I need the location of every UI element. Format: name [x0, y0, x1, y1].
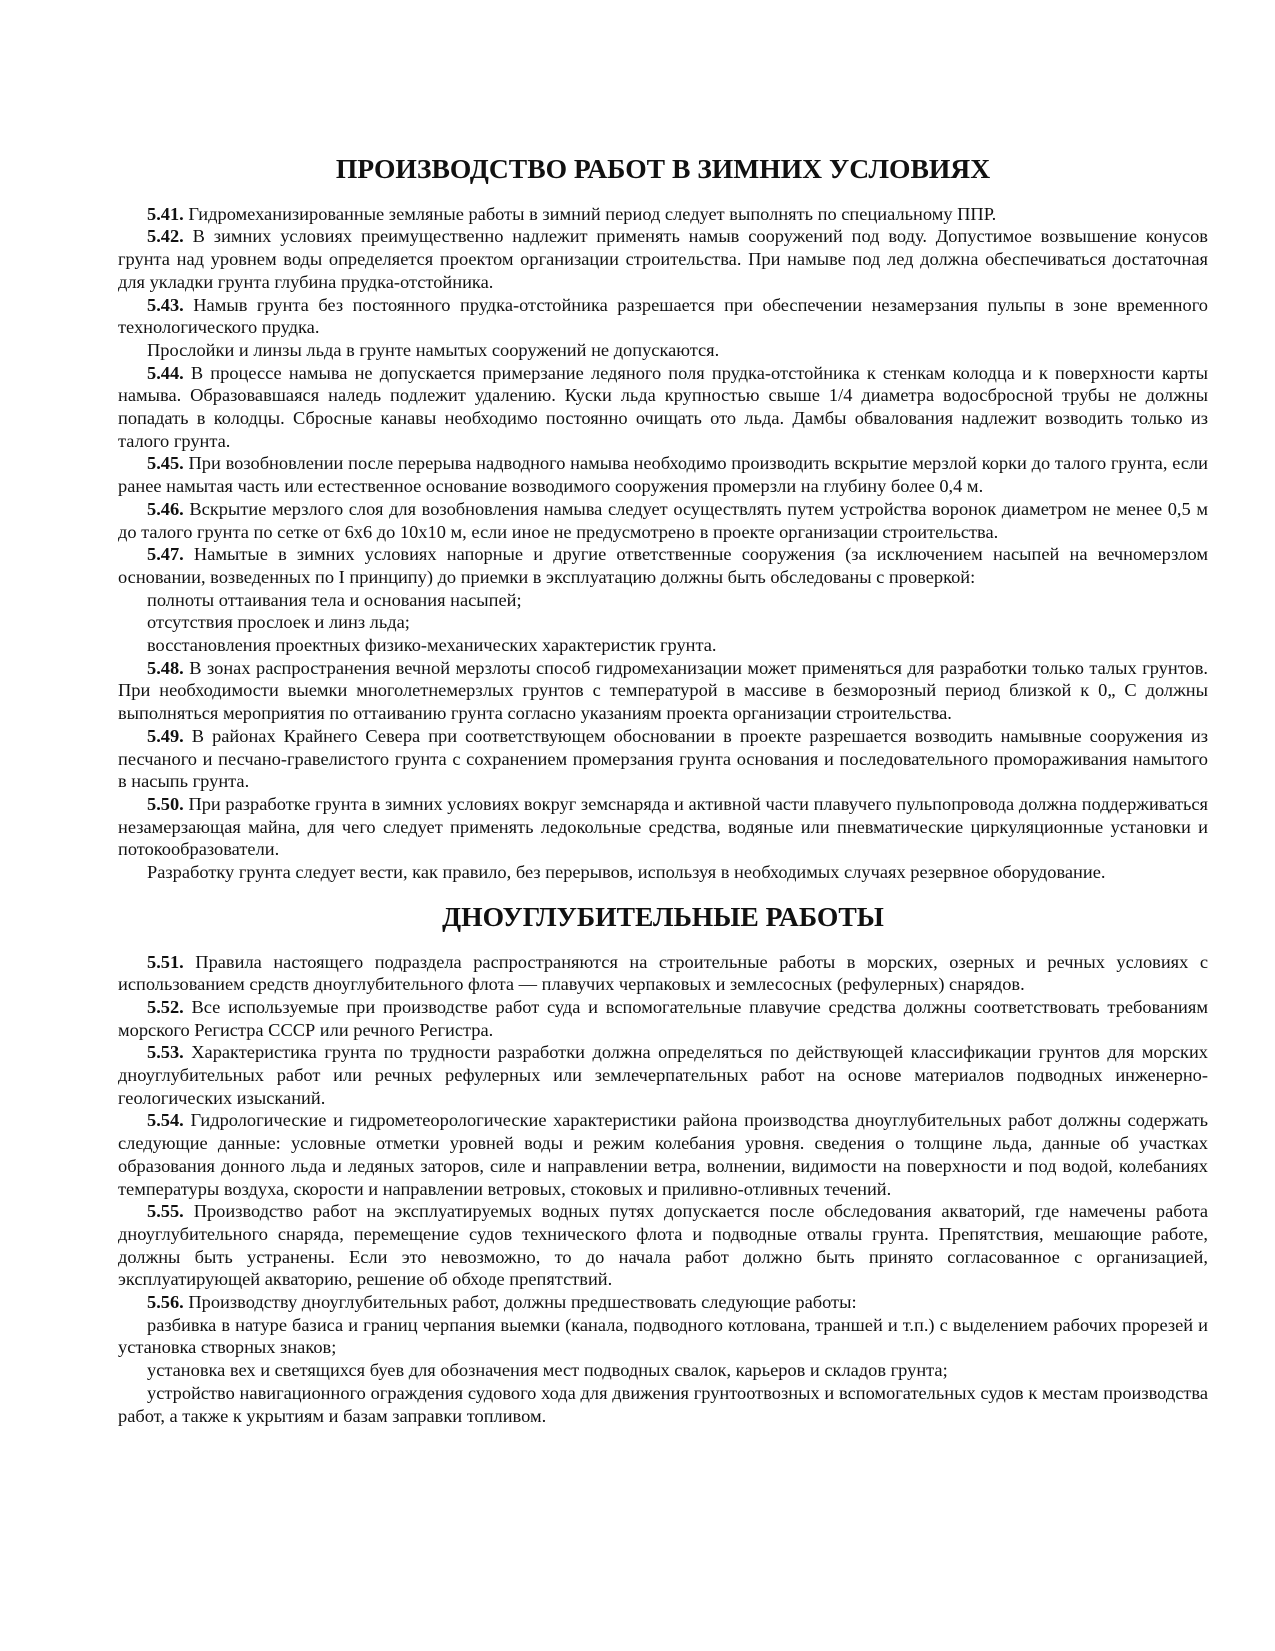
paragraph-text: В зонах распространения вечной мерзлоты способ гидромеханизации может применяться для разработки только талых грунтов. При необходимости выемки многолетнемерзлых грунтов с температурой в массиве в безморозный период близкой к 0„ С должны выполняться мероприятия по оттаиванию грунта согласно указаниям проекта организации строительства.: [118, 657, 1208, 724]
paragraph-number: 5.47.: [147, 544, 184, 565]
paragraph-number: 5.51.: [147, 951, 184, 972]
paragraph-text: Разработку грунта следует вести, как правило, без перерывов, используя в необходимых случаях резервное оборудование.: [147, 862, 1106, 883]
paragraph: [118, 611, 1208, 634]
paragraph-text: разбивка в натуре базиса и границ черпания выемки (канала, подводного котлована, траншей и т.п.) с выделением рабочих прорезей и установка створных знаков;: [118, 1314, 1208, 1358]
paragraph-text: Гидрологические и гидрометеорологические характеристики района производства дноуглубительных работ должны содержать следующие данные: условные отметки уровней воды и режим колебания уровня. сведения о толщине льда, данные об участках образования донного льда и ледяных заторов, силе и направлении ветра, волнении, видимости на поверхности и под водой, колебаниях температуры воздуха, скорости и направлении ветровых, стоковых и приливно-отливных течений.: [118, 1110, 1208, 1199]
paragraph: [118, 1382, 1208, 1427]
paragraph-number: 5.50.: [147, 793, 184, 814]
paragraph-text: Все используемые при производстве работ суда и вспомогательные плавучие средства должны соответствовать требованиям морского Регистра СССР или речного Регистра.: [118, 996, 1208, 1040]
numbered-paragraph: [118, 951, 1208, 996]
paragraph: [118, 861, 1208, 884]
numbered-paragraph: [118, 498, 1208, 543]
paragraph: [118, 339, 1208, 362]
numbered-paragraph: [118, 996, 1208, 1041]
paragraph-number: 5.48.: [147, 657, 184, 678]
paragraph-number: 5.53.: [147, 1042, 184, 1063]
numbered-paragraph: [118, 1291, 1208, 1314]
paragraph: [118, 634, 1208, 657]
section-body-winter-works: [118, 203, 1208, 884]
numbered-paragraph: [118, 1200, 1208, 1291]
paragraph: [118, 589, 1208, 612]
numbered-paragraph: [118, 225, 1208, 293]
paragraph-number: 5.42.: [147, 226, 184, 247]
paragraph-text: Характеристика грунта по трудности разработки должна определяться по действующей классификации грунтов для морских дноуглубительных работ или речных рефулерных или землечерпательных работ на основе материалов подводных инженерно-геологических изысканий.: [118, 1042, 1208, 1108]
paragraph-text: В районах Крайнего Севера при соответствующем обосновании в проекте разрешается возводить намывные сооружения из песчаного и песчано-гравелистого грунта с сохранением промерзания грунта основания и последовательного промораживания намытого в насыпь грунта.: [118, 725, 1208, 792]
numbered-paragraph: [118, 362, 1208, 453]
paragraph-text: Производство работ на эксплуатируемых водных путях допускается после обследования акваторий, где намечены работа дноуглубительного снаряда, перемещение судов технического флота и подводные отвалы грунта. Препятствия, мешающие работе, должны быть устранены. Если это невозможно, то до начала работ должно быть принято согласованное с организацией, эксплуатирующей акваторию, решение об обходе препятствий.: [118, 1201, 1208, 1290]
numbered-paragraph: [118, 1041, 1208, 1109]
numbered-paragraph: [118, 1109, 1208, 1200]
paragraph-text: В зимних условиях преимущественно надлежит применять намыв сооружений под воду. Допустимое возвышение конусов грунта над уровнем воды определяется проектом организации строительства. При намыве под лед должна обеспечиваться достаточная для укладки грунта глубина прудка-отстойника.: [118, 226, 1208, 292]
paragraph-text: В процессе намыва не допускается примерзание ледяного поля прудка-отстойника к стенкам колодца и к поверхности карты намыва. Образовавшаяся наледь подлежит удалению. Куски льда крупностью свыше 1/4 диаметра водосбросной трубы не должны попадать в колодцы. Сбросные канавы необходимо постоянно очищать ото льда. Дамбы обвалования надлежит возводить только из талого грунта.: [118, 362, 1208, 451]
paragraph: [118, 1314, 1208, 1359]
paragraph-text: Гидромеханизированные земляные работы в зимний период следует выполнять по специальному ППР.: [183, 203, 997, 224]
paragraph-number: 5.49.: [147, 725, 184, 746]
section-heading-dredging-works: ДНОУГЛУБИТЕЛЬНЫЕ РАБОТЫ: [442, 900, 884, 932]
paragraph-text: установка вех и светящихся буев для обозначения мест подводных свалок, карьеров и складов грунта;: [147, 1360, 948, 1381]
paragraph-text: полноты оттаивания тела и основания насыпей;: [147, 589, 522, 610]
paragraph-number: 5.41.: [147, 203, 184, 224]
paragraph-text: При возобновлении после перерыва надводного намыва необходимо производить вскрытие мерзлой корки до талого грунта, если ранее намытая часть или естественное основание возводимого сооружения промерзли на глубину более 0,4 м.: [118, 453, 1208, 497]
paragraph-number: 5.55.: [147, 1201, 184, 1222]
paragraph-number: 5.46.: [147, 498, 184, 519]
document-page: [118, 153, 1208, 1427]
paragraph-number: 5.54.: [147, 1110, 184, 1131]
paragraph-number: 5.44.: [147, 362, 184, 383]
paragraph-text: Намытые в зимних условиях напорные и другие ответственные сооружения (за исключением насыпей на вечномерзлом основании, возведенных по I принципу) до приемки в эксплуатацию должны быть обследованы с проверкой:: [118, 544, 1208, 587]
section-heading-winter-works: ПРОИЗВОДСТВО РАБОТ В ЗИМНИХ УСЛОВИЯХ: [335, 153, 991, 184]
paragraph-text: восстановления проектных физико-механических характеристик грунта.: [147, 635, 717, 656]
numbered-paragraph: [118, 725, 1208, 793]
paragraph-text: При разработке грунта в зимних условиях вокруг земснаряда и активной части плавучего пульпопровода должна поддерживаться незамерзающая майна, для чего следует применять ледокольные средства, водяные или пневматические циркуляционные установки и потокообразователи.: [118, 793, 1208, 860]
paragraph-number: 5.56.: [147, 1292, 184, 1313]
paragraph-text: устройство навигационного ограждения судового хода для движения грунтоотвозных и вспомогательных судов к местам производства работ, а также к укрытиям и базам заправки топливом.: [118, 1382, 1208, 1426]
paragraph: [118, 1359, 1208, 1382]
section-body-dredging-works: [118, 951, 1208, 1428]
paragraph-text: Производству дноуглубительных работ, должны предшествовать следующие работы:: [183, 1292, 857, 1313]
paragraph-number: 5.52.: [147, 996, 184, 1017]
paragraph-text: отсутствия прослоек и линз льда;: [147, 612, 410, 633]
numbered-paragraph: [118, 657, 1208, 725]
paragraph-text: Намыв грунта без постоянного прудка-отстойника разрешается при обеспечении незамерзания пульпы в зоне временного технологического прудка.: [118, 294, 1208, 338]
paragraph-text: Правила настоящего подраздела распространяются на строительные работы в морских, озерных и речных условиях с использованием средств дноуглубительного флота — плавучих черпаковых и землесосных (рефулерных) снарядов.: [118, 951, 1208, 995]
paragraph-text: Прослойки и линзы льда в грунте намытых сооружений не допускаются.: [147, 339, 720, 360]
numbered-paragraph: [118, 203, 1208, 226]
numbered-paragraph: [118, 793, 1208, 861]
paragraph-number: 5.43.: [147, 294, 184, 315]
numbered-paragraph: [118, 452, 1208, 497]
numbered-paragraph: [118, 543, 1208, 588]
numbered-paragraph: [118, 294, 1208, 339]
paragraph-number: 5.45.: [147, 453, 184, 474]
paragraph-text: Вскрытие мерзлого слоя для возобновления намыва следует осуществлять путем устройства воронок диаметром не менее 0,5 м до талого грунта по сетке от 6х6 до 10х10 м, если иное не предусмотрено в проекте организации строительства.: [118, 498, 1208, 542]
